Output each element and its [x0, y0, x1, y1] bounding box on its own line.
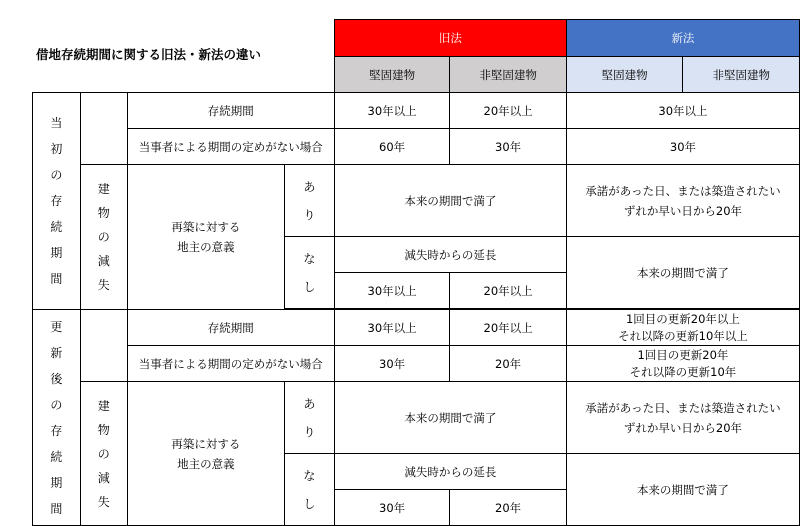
initial-yes-new: 承諾があった日、または築造されたい ずれか早い日から20年	[566, 165, 799, 237]
renewal-no-agreement-old-sturdy: 30年	[334, 346, 450, 382]
initial-no-label: なし	[285, 237, 335, 309]
initial-no-agreement-old-nonsturdy: 30年	[450, 129, 567, 165]
renewal-duration-old-nonsturdy: 20年以上	[450, 310, 567, 346]
initial-objection-label: 再築に対する 地主の意義	[127, 165, 284, 310]
initial-no-agreement-new: 30年	[566, 129, 799, 165]
title-area	[33, 20, 335, 57]
renewal-no-old-header: 減失時からの延長	[334, 454, 566, 490]
initial-section-label: 当初の存続期間	[33, 93, 81, 310]
renewal-duration-new: 1回目の更新20年以上 それ以降の更新10年以上	[566, 310, 799, 346]
initial-duration-old-sturdy: 30年以上	[334, 93, 450, 129]
old-nonsturdy-header: 非堅固建物	[450, 57, 567, 93]
title-area-2	[33, 57, 335, 93]
initial-duration-label: 存続期間	[127, 93, 334, 129]
renewal-yes-new: 承諾があった日、または築造されたい ずれか早い日から20年	[566, 382, 799, 454]
new-sturdy-header: 堅固建物	[566, 57, 683, 93]
renewal-objection-label: 再築に対する 地主の意義	[127, 382, 284, 526]
initial-loss-label: 建物の減失	[80, 165, 127, 310]
renewal-section-label: 更新後の存続期間	[33, 310, 81, 526]
renewal-no-new: 本来の期間で満了	[566, 454, 799, 526]
initial-no-agreement-label: 当事者による期間の定めがない場合	[127, 129, 334, 165]
initial-no-old-nonsturdy: 20年以上	[450, 273, 567, 309]
renewal-yes-old: 本来の期間で満了	[334, 382, 566, 454]
renewal-no-agreement-old-nonsturdy: 20年	[450, 346, 567, 382]
initial-no-old-header: 減失時からの延長	[334, 237, 566, 273]
initial-yes-label: あり	[285, 165, 335, 237]
initial-duration-old-nonsturdy: 20年以上	[450, 93, 567, 129]
initial-no-agreement-old-sturdy: 60年	[334, 129, 450, 165]
lease-term-comparison-table	[32, 19, 800, 526]
new-law-header: 新法	[566, 20, 799, 57]
renewal-no-old-sturdy: 30年	[334, 490, 450, 526]
renewal-no-label: なし	[285, 454, 335, 526]
renewal-duration-old-sturdy: 30年以上	[334, 310, 450, 346]
initial-duration-new: 30年以上	[566, 93, 799, 129]
initial-blank-cell	[80, 93, 127, 165]
renewal-duration-label: 存続期間	[127, 310, 334, 346]
old-law-header: 旧法	[334, 20, 566, 57]
initial-no-old-sturdy: 30年以上	[334, 273, 450, 309]
renewal-yes-label: あり	[285, 382, 335, 454]
renewal-no-old-nonsturdy: 20年	[450, 490, 567, 526]
renewal-no-agreement-new: 1回目の更新20年 それ以降の更新10年	[566, 346, 799, 382]
renewal-no-agreement-label: 当事者による期間の定めがない場合	[127, 346, 334, 382]
initial-no-new: 本来の期間で満了	[566, 237, 799, 309]
initial-yes-old: 本来の期間で満了	[334, 165, 566, 237]
renewal-blank-cell	[80, 310, 127, 382]
new-nonsturdy-header: 非堅固建物	[683, 57, 800, 93]
old-sturdy-header: 堅固建物	[334, 57, 450, 93]
page-title: 借地存続期間に関する旧法・新法の違い	[36, 47, 262, 62]
renewal-loss-label: 建物の減失	[80, 382, 127, 526]
